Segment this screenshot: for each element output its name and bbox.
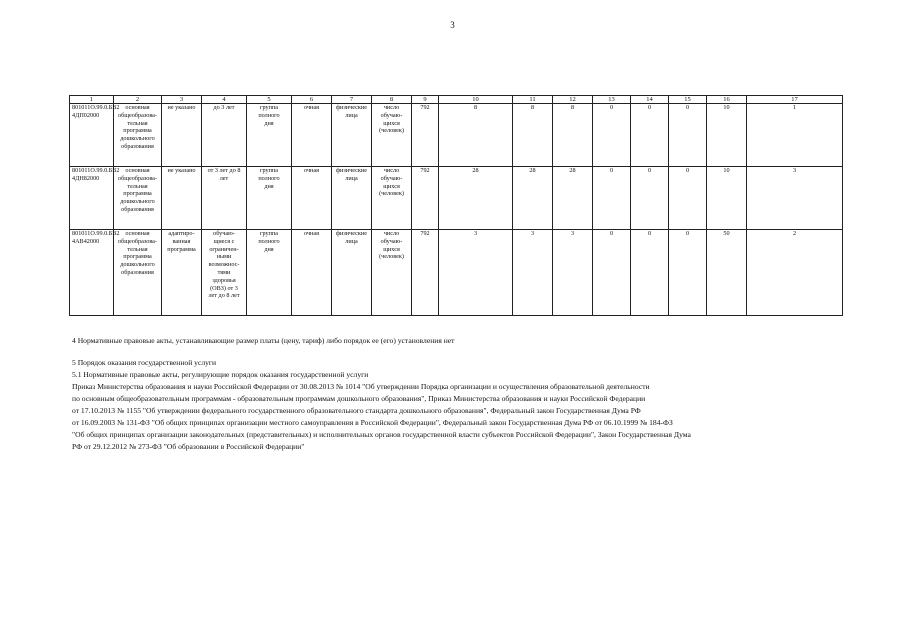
cell-line: программа <box>123 190 152 198</box>
cell-line: основная <box>125 167 150 174</box>
table-cell-c15: 0 <box>669 167 707 230</box>
column-number-header: 10 <box>439 96 513 104</box>
cell-line: очная <box>304 167 319 174</box>
cell-line: образования <box>121 142 154 150</box>
column-number-header: 3 <box>162 96 202 104</box>
cell-line: здоровья <box>212 276 236 284</box>
column-number-header: 12 <box>553 96 593 104</box>
table-cell-c9: 792 <box>412 230 439 316</box>
table-cell-c10: 8 <box>439 104 513 167</box>
table-cell-c16: 50 <box>707 230 747 316</box>
column-number-header: 9 <box>412 96 439 104</box>
cell-line: обучаю- <box>380 237 403 245</box>
cell-line: физические <box>336 104 367 111</box>
cell-line: лица <box>345 111 358 119</box>
table-cell-c15: 0 <box>669 104 707 167</box>
cell-line: обучаю- <box>380 111 403 119</box>
column-number-header: 7 <box>332 96 372 104</box>
cell-line: от 3 лет до 8 <box>207 167 241 174</box>
table-cell-program <box>114 167 162 230</box>
table-cell-c3 <box>162 230 202 316</box>
cell-line: полного <box>258 237 280 245</box>
cell-line: щихся <box>383 119 400 127</box>
cell-line: программа <box>167 245 196 253</box>
table-cell-c9: 792 <box>412 167 439 230</box>
cell-line: группа <box>259 230 278 237</box>
cell-line: 4АВ42000 <box>72 237 100 245</box>
cell-line: щиеся с <box>213 237 235 245</box>
cell-line: дня <box>264 119 274 127</box>
cell-line: до 3 лет <box>213 104 235 111</box>
table-cell-code <box>70 104 120 167</box>
column-number-header: 16 <box>707 96 747 104</box>
table-cell-program <box>114 230 162 316</box>
table-cell-c16: 10 <box>707 104 747 167</box>
column-number-header: 13 <box>593 96 631 104</box>
cell-line: основная <box>125 230 150 237</box>
cell-line: щихся <box>383 245 400 253</box>
cell-line: щихся <box>383 182 400 190</box>
table-cell-c11: 8 <box>513 104 553 167</box>
section-5-heading: 5 Порядок оказания государственной услуги <box>72 358 217 367</box>
table-cell-c3 <box>162 167 202 230</box>
cell-line: тельная <box>127 119 148 127</box>
table-cell-c3 <box>162 104 202 167</box>
cell-line: общеобразова- <box>118 237 157 245</box>
column-number-header: 6 <box>292 96 332 104</box>
table-cell-c8 <box>372 104 412 167</box>
cell-line: ограничен- <box>209 245 239 253</box>
column-number-header: 17 <box>747 96 843 104</box>
cell-line: группа <box>259 104 278 111</box>
legal-acts-line-5: "Об общих принципах организации законодательных (представительных) и исполнительных органов государственной власти субъектов Российской Федерации", Закон Государственная Дума <box>72 430 691 439</box>
section-4-fee-acts: 4 Нормативные правовые акты, устанавливающие размер платы (цену, тариф) либо порядок ее (его) установления нет <box>72 336 455 345</box>
cell-line: тельная <box>127 182 148 190</box>
table-cell-c17: 2 <box>747 230 843 316</box>
table-cell-c14: 0 <box>631 167 669 230</box>
table-cell-c5 <box>247 104 292 167</box>
column-number-header: 11 <box>513 96 553 104</box>
table-cell-c8 <box>372 230 412 316</box>
section-5-1-heading: 5.1 Нормативные правовые акты, регулирующие порядок оказания государственной услуги <box>72 370 369 379</box>
column-number-header: 4 <box>202 96 247 104</box>
cell-line: (человек) <box>379 253 404 261</box>
table-cell-c16: 10 <box>707 167 747 230</box>
cell-line: 4ДП02000 <box>72 111 100 119</box>
cell-line: обучаю- <box>380 174 403 182</box>
cell-line: дня <box>264 182 274 190</box>
cell-line: тельная <box>127 245 148 253</box>
cell-line: лица <box>345 174 358 182</box>
cell-line: (человек) <box>379 127 404 135</box>
table-cell-c12: 8 <box>553 104 593 167</box>
cell-line: ными <box>216 253 232 261</box>
page-number: 3 <box>450 20 455 30</box>
table-cell-c15: 0 <box>669 230 707 316</box>
cell-line: 4ДН82000 <box>72 174 100 182</box>
table-cell-c7 <box>332 167 372 230</box>
column-number-header: 15 <box>669 96 707 104</box>
cell-line: 801011О.99.0.БВ2 <box>72 167 120 174</box>
table-cell-code <box>70 167 120 230</box>
table-cell-c14: 0 <box>631 230 669 316</box>
cell-line: общеобразова- <box>118 111 157 119</box>
legal-acts-line-2: по основным общеобразовательным программам - образовательным программам дошкольного образования", Приказ Министерства образования и науки Российской Федерации <box>72 394 646 403</box>
cell-line: образования <box>121 268 154 276</box>
cell-line: ванная <box>172 237 191 245</box>
table-row <box>70 230 843 316</box>
column-number-header: 8 <box>372 96 412 104</box>
table-cell-c13: 0 <box>593 230 631 316</box>
cell-line: возможнос- <box>208 261 240 269</box>
table-cell-c17: 3 <box>747 167 843 230</box>
table-header-row <box>70 96 843 104</box>
table-row <box>70 104 843 167</box>
services-table <box>69 95 843 316</box>
legal-acts-line-6: РФ от 29.12.2012 № 273-ФЗ "Об образовании в Российской Федерации" <box>72 442 305 451</box>
cell-line: очная <box>304 104 319 111</box>
cell-line: 801011О.99.0.БВ2 <box>72 104 120 111</box>
legal-acts-line-4: от 16.09.2003 № 131-ФЗ "Об общих принципах организации местного самоуправления в Российской Федерации", Федеральный закон Государственная Дума РФ от 06.10.1999 № 184-ФЗ <box>72 418 673 427</box>
cell-line: программа <box>123 127 152 135</box>
column-number-header: 5 <box>247 96 292 104</box>
table-cell-c12: 28 <box>553 167 593 230</box>
table-cell-c7 <box>332 104 372 167</box>
cell-line: (ОВЗ) от 3 <box>210 284 238 292</box>
table-cell-c9: 792 <box>412 104 439 167</box>
cell-line: адаптиро- <box>168 230 195 237</box>
table-cell-c14: 0 <box>631 104 669 167</box>
cell-line: 801011О.99.0.БВ2 <box>72 230 120 237</box>
table-cell-c13: 0 <box>593 104 631 167</box>
table-cell-c4 <box>202 230 247 316</box>
cell-line: полного <box>258 174 280 182</box>
cell-line: дошкольного <box>120 135 155 143</box>
cell-line: группа <box>259 167 278 174</box>
cell-line: основная <box>125 104 150 111</box>
cell-line: тями <box>217 268 231 276</box>
cell-line: не указано <box>167 104 196 111</box>
table-cell-c10: 28 <box>439 167 513 230</box>
cell-line: лет до 8 лет <box>208 292 240 300</box>
column-number-header: 1 <box>70 96 114 104</box>
cell-line: (человек) <box>379 190 404 198</box>
cell-line: дня <box>264 245 274 253</box>
cell-line: физические <box>336 167 367 174</box>
cell-line: обучаю- <box>213 230 235 237</box>
cell-line: очная <box>304 230 319 237</box>
table-cell-c11: 3 <box>513 230 553 316</box>
table-cell-c12: 3 <box>553 230 593 316</box>
table-cell-c11: 28 <box>513 167 553 230</box>
table-cell-c4 <box>202 167 247 230</box>
table-cell-code <box>70 230 120 316</box>
table-cell-c6 <box>292 104 332 167</box>
table-cell-c10: 3 <box>439 230 513 316</box>
cell-line: не указано <box>167 167 196 174</box>
cell-line: общеобразова- <box>118 174 157 182</box>
cell-line: число <box>383 104 400 111</box>
table-cell-c13: 0 <box>593 167 631 230</box>
column-number-header: 14 <box>631 96 669 104</box>
cell-line: программа <box>123 253 152 261</box>
column-number-header: 2 <box>114 96 162 104</box>
table-cell-c5 <box>247 167 292 230</box>
cell-line: дошкольного <box>120 198 155 206</box>
table-cell-c7 <box>332 230 372 316</box>
legal-acts-line-1: Приказ Министерства образования и науки Российской Федерации от 30.08.2013 № 1014 "Об утверждении Порядка организации и осуществления образовательной деятельности <box>72 382 650 391</box>
cell-line: число <box>383 230 400 237</box>
cell-line: лица <box>345 237 358 245</box>
table-cell-c8 <box>372 167 412 230</box>
cell-line: дошкольного <box>120 261 155 269</box>
cell-line: образования <box>121 205 154 213</box>
cell-line: физические <box>336 230 367 237</box>
table-cell-c6 <box>292 230 332 316</box>
legal-acts-line-3: от 17.10.2013 № 1155 "Об утверждении федерального государственного образовательного стандарта дошкольного образования", Федеральный закон Государственная Дума РФ <box>72 406 641 415</box>
table-row <box>70 167 843 230</box>
cell-line: число <box>383 167 400 174</box>
table-cell-program <box>114 104 162 167</box>
cell-line: полного <box>258 111 280 119</box>
table-cell-c17: 1 <box>747 104 843 167</box>
table-cell-c4 <box>202 104 247 167</box>
table-cell-c6 <box>292 167 332 230</box>
cell-line: лет <box>219 174 229 182</box>
table-cell-c5 <box>247 230 292 316</box>
